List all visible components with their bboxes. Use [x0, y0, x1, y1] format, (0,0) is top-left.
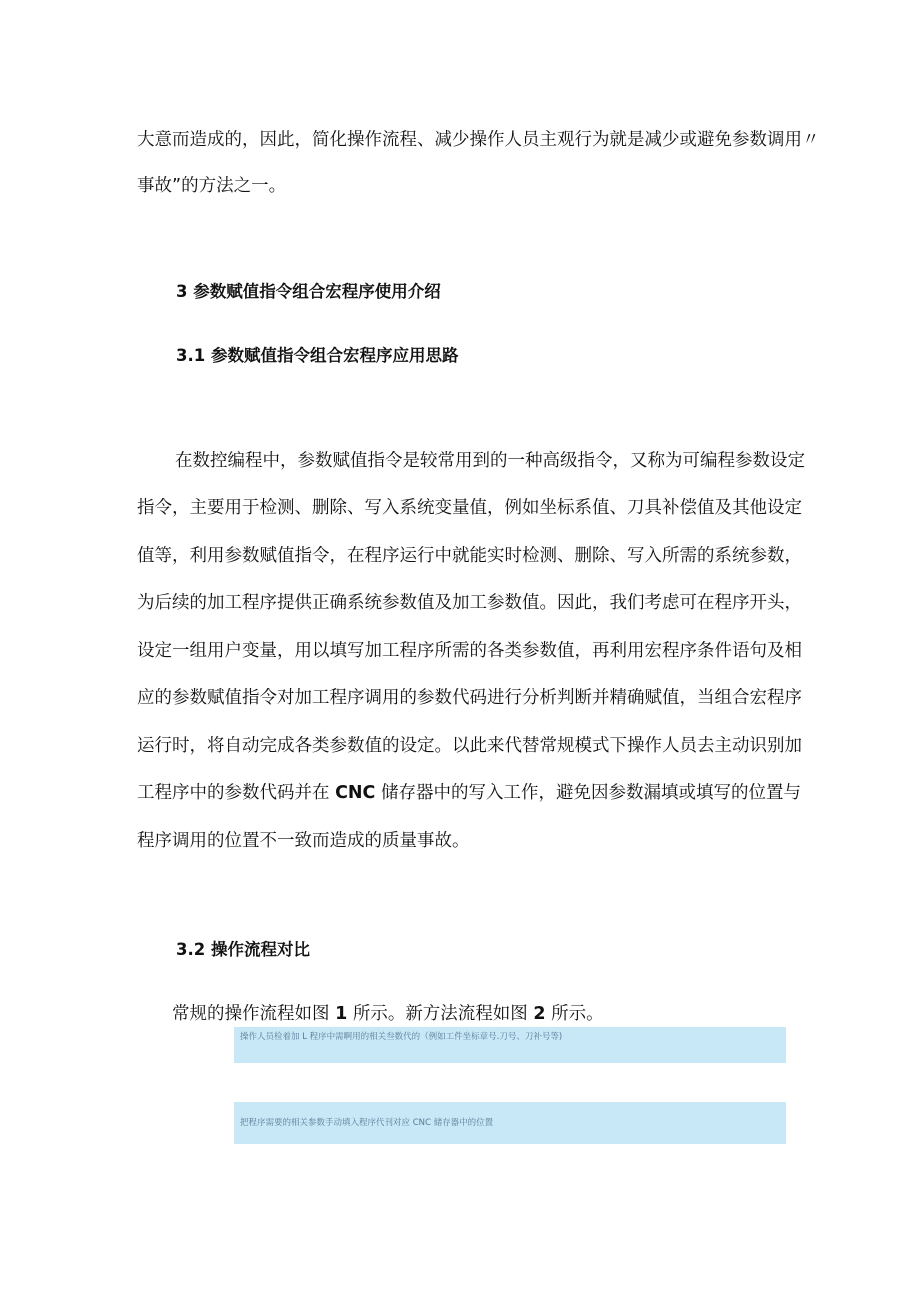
paragraph-line: 在数控编程中，参数赋值指令是较常用到的一种高级指令，又称为可编程参数设定: [175, 451, 805, 471]
flowchart-box-2: [234, 1102, 786, 1144]
paragraph-line: 程序调用的位置不一致而造成的质量事故。: [137, 831, 470, 851]
paragraph-line: 值等，利用参数赋值指令，在程序运行中就能实时检测、删除、写入所需的系统参数，: [137, 546, 802, 566]
section-3-2-heading: 3.2 操作流程对比: [176, 940, 310, 959]
text-segment: 工程序中的参数代码并在: [137, 783, 336, 803]
text-segment: 所示。: [545, 1004, 604, 1024]
cnc-label: CNC: [335, 783, 376, 803]
flowchart-box-1-text: 操作人员检着加 L 程序中需啊用的相关叁数代的（例如工件坐标章号.刀号、刀补号等): [240, 1032, 563, 1042]
paragraph-line: 运行时，将自动完成各类参数值的设定。以此来代替常规模式下操作人员去主动识别加: [137, 736, 802, 756]
flowchart-box-2-text: 把程序需要的相关参数手动填入程序代刊对应 CNC 储存器中的位置: [240, 1118, 494, 1128]
paragraph-line-cnc: [137, 781, 801, 805]
paragraph-line: 为后续的加工程序提供正确系统参数值及加工参数值。因此，我们考虑可在程序开头，: [137, 593, 802, 613]
paragraph-line: 应的参数赋值指令对加工程序调用的参数代码进行分析判断并精确赋值，当组合宏程序: [137, 688, 802, 708]
flowchart-box-1: [234, 1027, 786, 1063]
section-3-1-heading: 3.1 参数赋值指令组合宏程序应用思路: [176, 346, 459, 365]
paragraph-line: 设定一组用户变量，用以填写加工程序所需的各类参数值，再利用宏程序条件语句及相: [137, 641, 802, 661]
paragraph-line: 指令，主要用于检测、删除、写入系统变量值，例如坐标系值、刀具补偿值及其他设定: [137, 498, 802, 518]
intro-line-2: 事故”的方法之一。: [137, 176, 287, 196]
figure-reference-line: [172, 1002, 604, 1026]
figure-2-number: 2: [533, 1004, 546, 1024]
figure-1-number: 1: [335, 1004, 348, 1024]
intro-line-1: 大意而造成的，因此，简化操作流程、减少操作人员主观行为就是减少或避免参数调用〃: [137, 130, 820, 150]
text-segment: 常规的操作流程如图: [172, 1004, 336, 1024]
section-3-heading: 3 参数赋值指令组合宏程序使用介绍: [176, 282, 441, 301]
text-segment: 储存器中的写入工作，避免因参数漏填或填写的位置与: [375, 783, 801, 803]
text-segment: 所示。新方法流程如图: [347, 1004, 534, 1024]
